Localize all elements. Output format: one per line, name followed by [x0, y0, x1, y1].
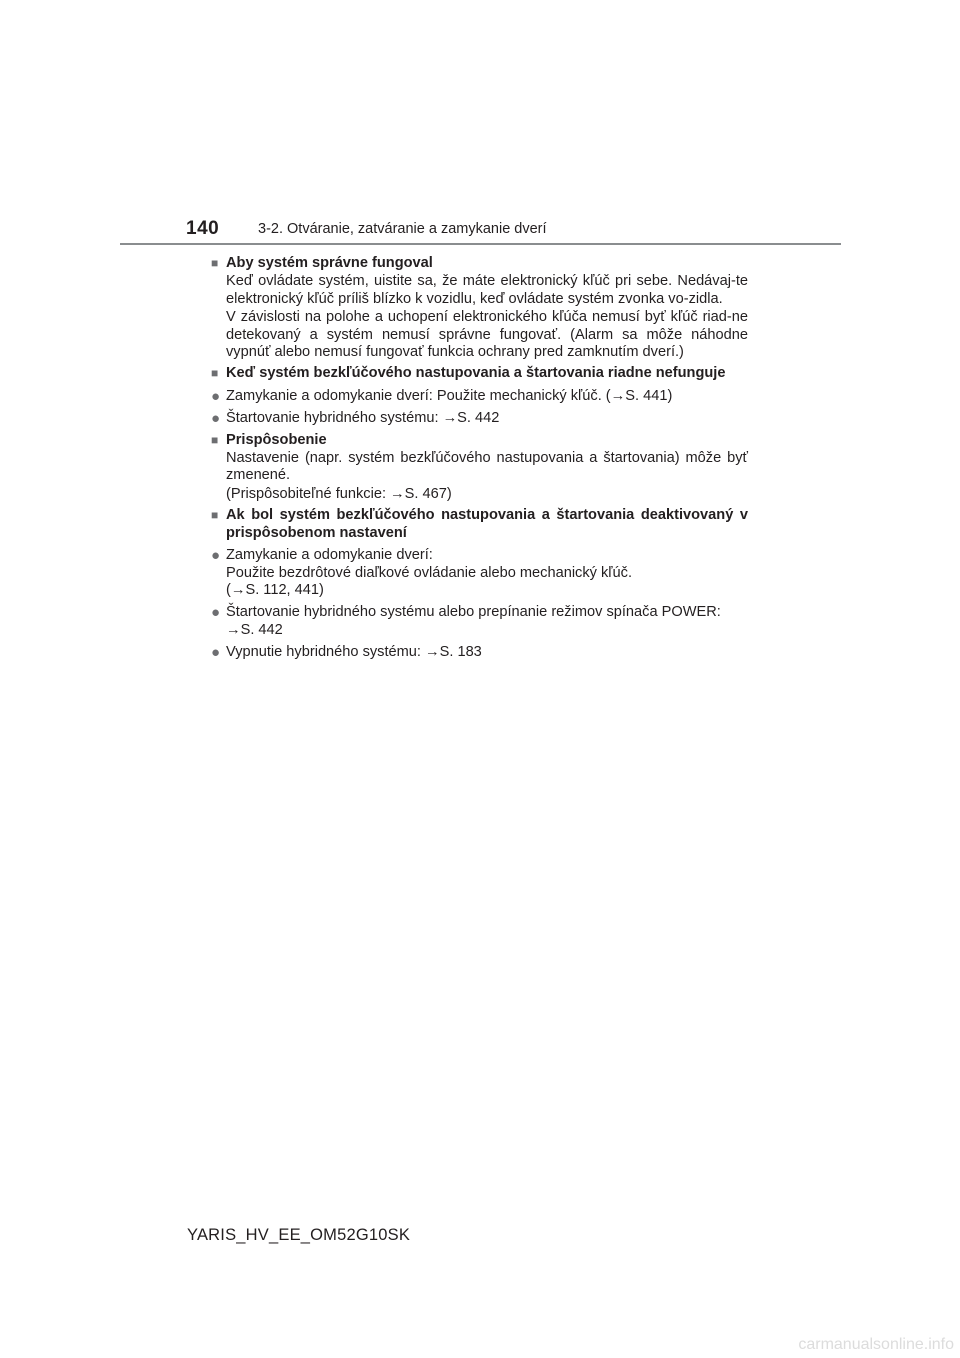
page-content: [211, 255, 748, 662]
section-heading: Keď systém bezkľúčového nastupovania a štartovania riadne nefunguje: [226, 365, 726, 382]
list-item-line: Zamykanie a odomykanie dverí:: [226, 547, 433, 564]
square-bullet-icon: ■: [211, 256, 219, 270]
section-not-working: [211, 365, 748, 382]
list-item: [211, 547, 748, 599]
list-item: [211, 388, 748, 405]
round-bullet-icon: ●: [211, 604, 221, 622]
paragraph: V závislosti na polohe a uchopení elektronického kľúča nemusí byť kľúč riad-ne detekovaný a systém nemusí správne fungovať. (Alarm sa môže náhodne vypnúť alebo nemusí fungovať funkcia ochrany pred zamknutím dverí.): [226, 309, 748, 361]
paragraph: (Prispôsobiteľné funkcie: →S. 467): [226, 485, 452, 502]
list-item: [211, 604, 748, 639]
list-item-line: Štartovanie hybridného systému alebo prepínanie režimov spínača POWER:: [226, 604, 721, 621]
round-bullet-icon: ●: [211, 387, 221, 405]
square-bullet-icon: ■: [211, 366, 219, 381]
square-bullet-icon: ■: [211, 432, 219, 447]
list-item-text: [226, 547, 748, 599]
list-item-text: [226, 604, 748, 639]
page-number: 140: [186, 218, 220, 239]
watermark: carmanualsonline.info: [798, 1336, 954, 1353]
header-divider: [120, 243, 841, 245]
section-heading: Aby systém správne fungoval: [226, 255, 433, 271]
list-item-line: →S. 442: [226, 621, 283, 638]
list-item-text: Štartovanie hybridného systému: →S. 442: [226, 410, 500, 427]
round-bullet-icon: ●: [211, 547, 221, 565]
page-header: [0, 0, 960, 250]
list-item: [211, 644, 748, 661]
section-heading: Prispôsobenie: [226, 431, 327, 448]
square-bullet-icon: ■: [211, 508, 219, 523]
document-code: YARIS_HV_EE_OM52G10SK: [187, 1226, 411, 1244]
section-proper-function: [211, 255, 748, 361]
section-deactivated: [211, 507, 748, 542]
list-item-line: (→S. 112, 441): [226, 581, 324, 598]
section-heading: Ak bol systém bezkľúčového nastupovania a štartovania deaktivovaný v prispôsobenom nastavení: [226, 507, 748, 541]
round-bullet-icon: ●: [211, 410, 221, 428]
list-item-text: Vypnutie hybridného systému: →S. 183: [226, 644, 482, 661]
paragraph: Nastavenie (napr. systém bezkľúčového nastupovania a štartovania) môže byť zmenené.: [226, 450, 748, 484]
list-item-text: Zamykanie a odomykanie dverí: Použite mechanický kľúč. (→S. 441): [226, 387, 673, 404]
round-bullet-icon: ●: [211, 644, 221, 662]
paragraph: Keď ovládate systém, uistite sa, že máte elektronický kľúč pri sebe. Nedávaj-te elektronický kľúč príliš blízko k vozidlu, keď ovládate systém zvonka vo-zidla.: [226, 273, 748, 307]
section-customization: [211, 432, 748, 504]
section-title: 3-2. Otváranie, zatváranie a zamykanie dverí: [258, 221, 547, 237]
list-item-line: Použite bezdrôtové diaľkové ovládanie alebo mechanický kľúč.: [226, 564, 633, 581]
list-item: [211, 410, 748, 427]
